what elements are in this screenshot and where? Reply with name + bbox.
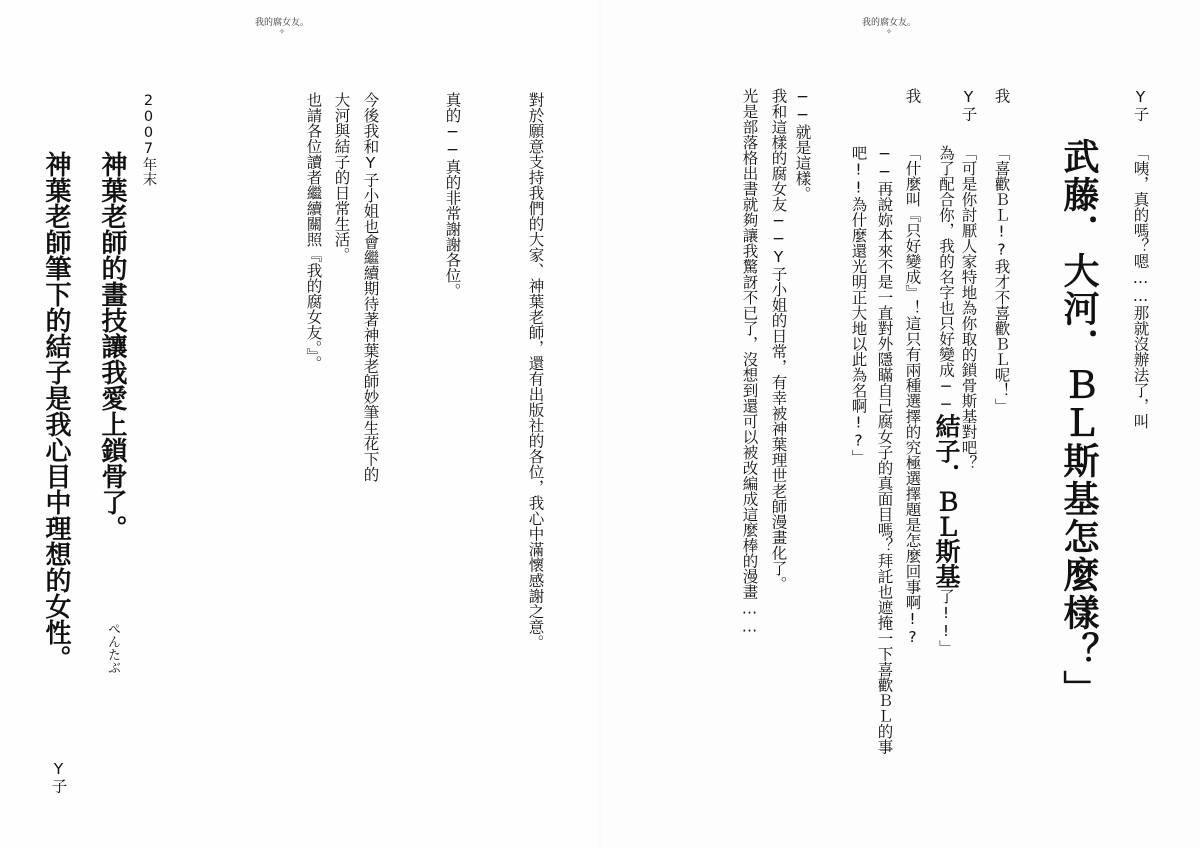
- signoff-line: 神葉老師筆下的結子是我心目中理想的女性。: [41, 151, 71, 671]
- signoff-author: ぺんたぶ: [105, 622, 120, 674]
- narration-line: ──就是這樣。: [793, 88, 812, 202]
- title-big: 武藤．大河．ＢＬ斯基怎麼樣？」: [1058, 138, 1099, 708]
- ornament-icon: ✧: [885, 27, 893, 36]
- closing-line: 今後我和Y子小姐也會繼續期待著神葉老師妙筆生花下的: [361, 92, 380, 482]
- running-head-right-text: 我的腐女友。: [862, 18, 917, 28]
- thanks-line: 真的──真的非常謝謝各位。: [443, 92, 462, 299]
- dialogue-line: 「可是你討厭人家特地為你取的鎖骨斯基對吧？: [959, 145, 978, 471]
- date-line: 2007年末: [140, 93, 157, 186]
- dialogue-line: 「喜歡ＢＬ!?我才不喜歡ＢＬ呢！」: [992, 145, 1011, 414]
- right-page: [600, 0, 1200, 848]
- closing-line: 大河與結子的日常生活。: [332, 92, 351, 263]
- speaker-label-me: 我: [992, 88, 1011, 104]
- speaker-label-yz: Y子: [959, 88, 978, 122]
- dialogue-line: [934, 145, 959, 656]
- dialogue-line: 「什麼叫『只好變成』！這只有兩種選擇的究極選擇題是怎麼回事啊!?: [903, 145, 922, 646]
- book-gutter: [598, 0, 602, 848]
- running-head-left: [255, 15, 309, 36]
- closing-line: 也請各位讀者繼續關照『我的腐女友。』。: [304, 92, 323, 371]
- signoff-line: 神葉老師的畫技讓我愛上鎖骨了。: [97, 151, 127, 541]
- thanks-line: 對於願意支持我們的大家、神葉老師，還有出版社的各位，我心中滿懷感謝之意。: [526, 92, 545, 650]
- dialogue-line: 吧!!為什麼還光明正大地以此為名啊!?」: [849, 145, 868, 465]
- speaker-label-me: 我: [903, 88, 922, 104]
- speaker-label-yz: Y子: [1131, 88, 1150, 122]
- dialogue-line: 「咦，真的嗎？嗯……那就沒辦法了，叫: [1131, 145, 1150, 429]
- narration-line: 光是部落格出書就夠讓我驚訝不已了，沒想到還可以被改編成這麼棒的漫畫……: [740, 88, 759, 636]
- running-head-right: [862, 15, 916, 36]
- narration-line: 我和這樣的腐女友──Y子小姐的日常，有幸被神葉理世老師漫畫化了。: [769, 88, 788, 592]
- emphasis-name: 結子．ＢＬ斯基: [932, 413, 961, 589]
- dialogue-text: 了!!」: [937, 588, 955, 656]
- ornament-icon: ✧: [278, 27, 286, 36]
- dialogue-line: ──再說妳本來不是一直對外隱瞞自己腐女子的真面目嗎？拜託也遮掩一下喜歡ＢＬ的事: [875, 145, 894, 755]
- running-head-left-text: 我的腐女友。: [255, 18, 310, 28]
- dialogue-text: 為了配合你，我的名字也只好變成──: [937, 145, 955, 414]
- signoff-author: Y子: [49, 760, 68, 794]
